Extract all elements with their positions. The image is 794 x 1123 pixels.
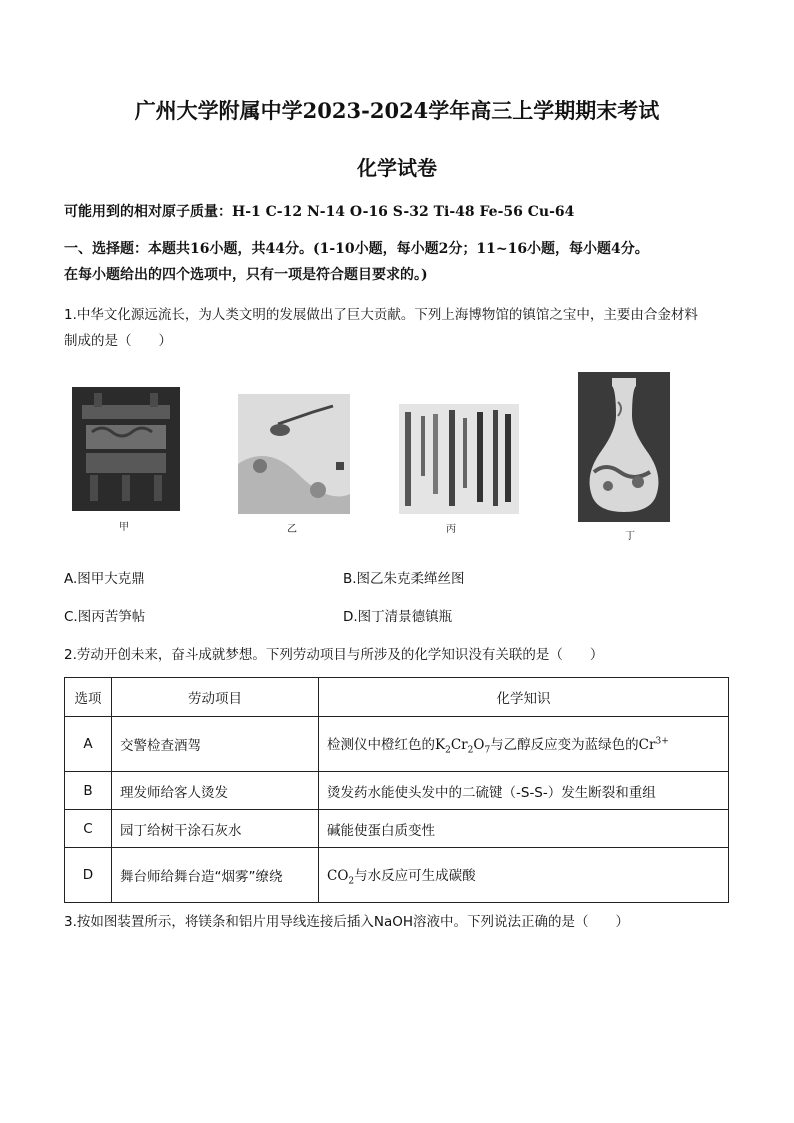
formula-cr3: $Cr^{3+}$ xyxy=(638,736,669,753)
bronze-ding-image xyxy=(72,387,180,511)
formula-k2cr2o7: $K_2Cr_2O_7$ xyxy=(435,736,491,756)
exam-title: 广州大学附属中学2023-2024学年高三上学期期末考试 xyxy=(134,98,660,123)
row-c-task: 园丁给树干涂石灰水 xyxy=(112,810,319,848)
row-b-option: B xyxy=(65,772,112,810)
header-knowledge: 化学知识 xyxy=(319,678,729,717)
section-instructions-line2: 在每小题给出的四个选项中，只有一项是符合题目要求的。) xyxy=(64,267,428,283)
row-b-task: 理发师给客人烫发 xyxy=(112,772,319,810)
row-c-knowledge: 碱能使蛋白质变性 xyxy=(319,810,729,848)
q3-stem: 3.按如图装置所示，将镁条和铝片用导线连接后插入NaOH溶液中。下列说法正确的是（ ） xyxy=(64,914,630,930)
q1-option-b: B.图乙朱克柔缂丝图 xyxy=(343,571,465,587)
caption-ding: 丁 xyxy=(625,531,635,542)
row-a-option: A xyxy=(65,717,112,772)
row-a-task: 交警检查酒驾 xyxy=(112,717,319,772)
caption-yi: 乙 xyxy=(287,524,297,535)
table-row xyxy=(65,848,729,903)
row-d-option: D xyxy=(65,848,112,903)
atomic-masses: 可能用到的相对原子质量：H-1 C-12 N-14 O-16 S-32 Ti-48 Fe-56 Cu-64 xyxy=(64,204,575,220)
q1-option-c: C.图丙苦笋帖 xyxy=(64,609,146,625)
q1-stem-line1: 1.中华文化源远流长，为人类文明的发展做出了巨大贡献。下列上海博物馆的镇馆之宝中，主要由合金材料 xyxy=(64,307,698,323)
header-option: 选项 xyxy=(65,678,112,717)
q1-stem-line2: 制成的是（ ） xyxy=(64,333,172,349)
q1-option-a: A.图甲大克鼎 xyxy=(64,571,145,587)
formula-co2: $CO_2$ xyxy=(327,867,355,887)
caption-jia: 甲 xyxy=(119,522,129,533)
q2-stem: 2.劳动开创未来，奋斗成就梦想。下列劳动项目与所涉及的化学知识没有关联的是（ ） xyxy=(64,647,604,663)
calligraphy-image xyxy=(399,404,519,514)
silk-tapestry-image xyxy=(238,394,350,514)
row-d-knowledge: $CO_2$与水反应可生成碳酸 xyxy=(319,848,729,903)
row-d-task: 舞台师给舞台造“烟雾”缭绕 xyxy=(112,848,319,903)
table-row xyxy=(65,772,729,810)
row-b-knowledge: 烫发药水能使头发中的二硫键（-S-S-）发生断裂和重组 xyxy=(319,772,729,810)
exam-subtitle: 化学试卷 xyxy=(357,156,437,180)
caption-bing: 丙 xyxy=(446,524,456,535)
table-row xyxy=(65,810,729,848)
porcelain-vase-image xyxy=(578,372,670,522)
q2-table xyxy=(64,677,729,903)
section-instructions-line1: 一、选择题：本题共16小题，共44分。(1-10小题，每小题2分；11~16小题，每小题4分。 xyxy=(64,241,649,257)
q1-option-d: D.图丁清景德镇瓶 xyxy=(343,609,453,625)
header-task: 劳动项目 xyxy=(112,678,319,717)
row-c-option: C xyxy=(65,810,112,848)
row-a-knowledge: 检测仪中橙红色的$K_2Cr_2O_7$与乙醇反应变为蓝绿色的$Cr^{3+}$ xyxy=(319,717,729,772)
table-row xyxy=(65,717,729,772)
